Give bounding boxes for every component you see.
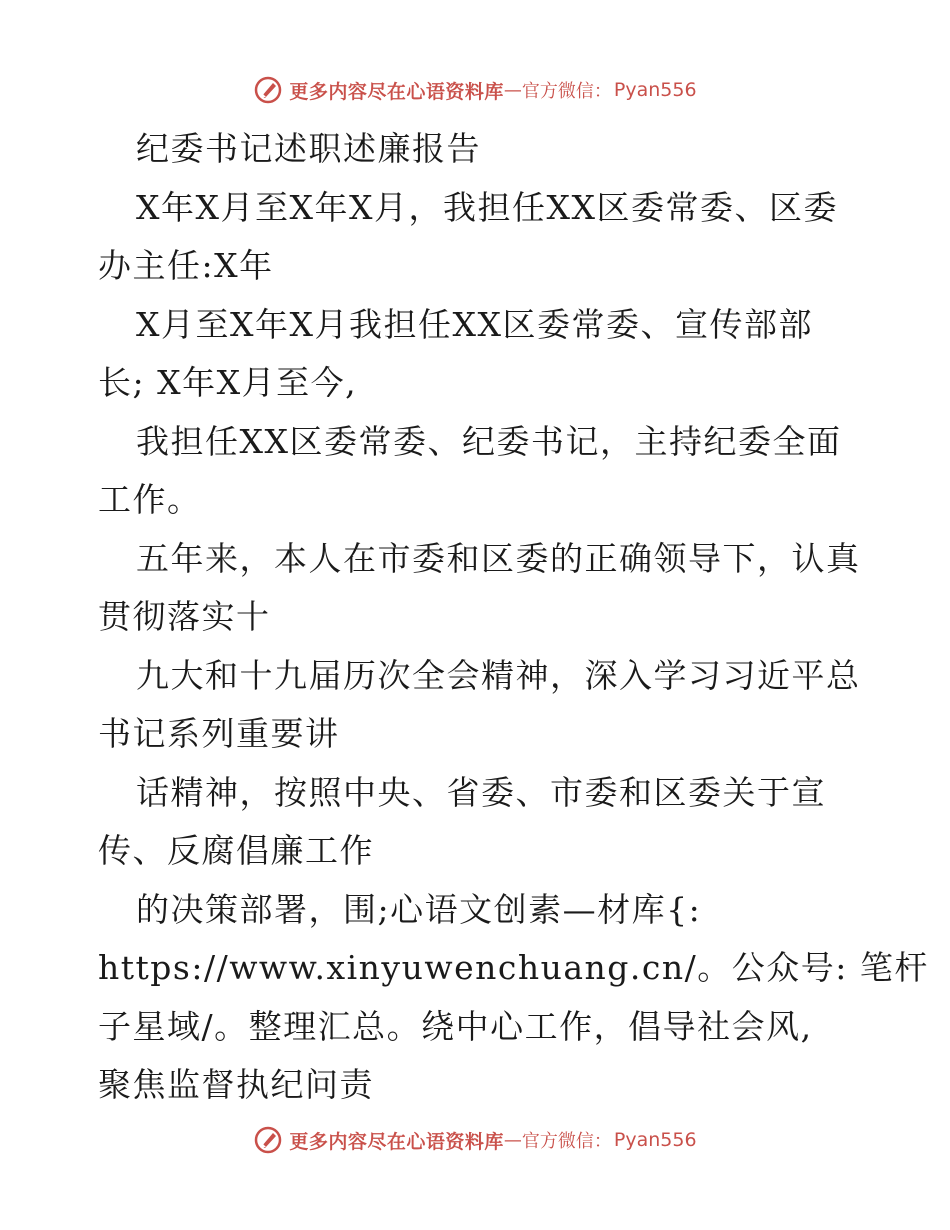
- banner-wechat-id: Pyan556: [613, 79, 697, 101]
- text-line: X月至X年X月我担任XX区委常委、宣传部部: [136, 304, 813, 344]
- pen-logo-icon: [253, 1125, 283, 1155]
- text-line: 话精神，按照中央、省委、市委和区委关于宣: [136, 772, 826, 812]
- text-line: 办主任:X年: [98, 246, 274, 285]
- banner-main-text: 更多内容尽在心语资料库: [289, 1130, 504, 1153]
- text-line: 子星域/。整理汇总。绕中心工作，倡导社会风,: [98, 1006, 813, 1046]
- text-line: https://www.xinyuwenchuang.cn/。公众号: 笔杆: [98, 948, 929, 987]
- text-line: 传、反腐倡廉工作: [98, 831, 374, 870]
- header-banner: [0, 70, 950, 110]
- text-line: X年X月至X年X月，我担任XX区委常委、区委: [136, 187, 838, 227]
- banner-main-text: 更多内容尽在心语资料库: [289, 80, 504, 103]
- text-line: 聚焦监督执纪问责: [98, 1065, 374, 1104]
- text-line: 长; X年X月至今,: [98, 363, 358, 402]
- text-line: 的决策部署，围;心语文创素—材库{:: [136, 889, 702, 929]
- document-body: [98, 120, 929, 1115]
- footer-banner: [0, 1120, 950, 1160]
- banner-dash: —: [503, 79, 522, 101]
- text-line: 五年来，本人在市委和区委的正确领导下，认真: [136, 538, 861, 578]
- text-line: 我担任XX区委常委、纪委书记，主持纪委全面: [136, 421, 842, 461]
- text-line: 贯彻落实十: [98, 597, 271, 636]
- text-line: 纪委书记述职述廉报告: [136, 129, 481, 168]
- text-line: 工作。: [98, 480, 202, 519]
- banner-dash: —: [503, 1129, 522, 1151]
- text-line: 书记系列重要讲: [98, 714, 340, 753]
- text-line: 九大和十九届历次全会精神，深入学习习近平总: [136, 655, 861, 695]
- banner-wechat-id: Pyan556: [613, 1129, 697, 1151]
- pen-logo-icon: [253, 75, 283, 105]
- banner-sub-text: 官方微信：: [521, 1131, 612, 1152]
- banner-sub-text: 官方微信：: [521, 81, 612, 102]
